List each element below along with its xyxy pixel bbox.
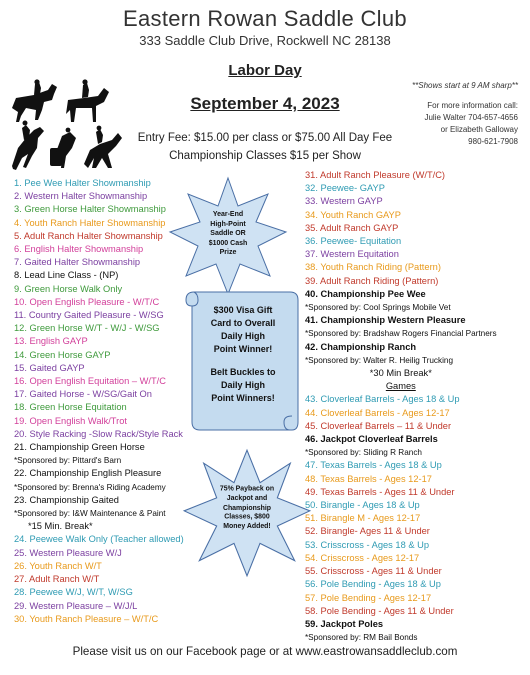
scroll-text-line: Point Winners! xyxy=(211,393,275,403)
class-item: 6. English Halter Showmanship xyxy=(14,244,144,255)
class-item: 5. Adult Ranch Halter Showmanship xyxy=(14,230,163,241)
scroll-text-line: Belt Buckles to xyxy=(210,367,276,377)
class-item: 40. Championship Pee Wee xyxy=(305,288,426,299)
star-text-line: Classes, $800 xyxy=(224,513,270,522)
footer-text: Please visit us on our Facebook page or at www.eastrowansaddleclub.com xyxy=(72,645,458,658)
class-item: 58. Pole Bending - Ages 11 & Under xyxy=(305,605,454,616)
star-text-line: $1000 Cash xyxy=(208,239,248,247)
star-text-line: Year-End xyxy=(212,211,244,218)
scroll-text-line: $300 Visa Gift xyxy=(213,305,273,315)
class-item: 29. Western Pleasure – W/J/L xyxy=(14,600,138,611)
class-item: 26. Youth Ranch W/T xyxy=(14,560,102,571)
class-item: 9. Green Horse Walk Only xyxy=(14,283,123,294)
class-list-left xyxy=(14,177,184,626)
gift-card-scroll xyxy=(180,284,302,434)
star-text-line: Jackpot and xyxy=(226,494,268,502)
class-item: 33. Western GAYP xyxy=(305,196,383,207)
event-date: September 4, 2023 xyxy=(190,94,340,113)
class-item: 2. Western Halter Showmanship xyxy=(14,191,148,202)
star-text-line: 75% Payback on xyxy=(219,484,275,493)
scroll-text-line: Daily High xyxy=(220,380,265,390)
class-item: 35. Adult Ranch GAYP xyxy=(305,222,399,233)
class-item: 47. Texas Barrels - Ages 18 & Up xyxy=(305,460,442,471)
sponsor-line: *Sponsored by: I&W Maintenance & Paint xyxy=(14,509,166,519)
scroll-text-line: Point Winner! xyxy=(213,344,273,354)
class-item: 52. Birangle- Ages 11 & Under xyxy=(305,526,430,537)
class-item: 11. Country Gaited Pleasure - W/SG xyxy=(14,310,164,321)
class-item: 38. Youth Ranch Riding (Pattern) xyxy=(305,262,441,273)
class-item: 48. Texas Barrels - Ages 12-17 xyxy=(305,473,432,484)
start-time-note: **Shows start at 9 AM sharp** xyxy=(412,81,518,90)
class-item: 24. Peewee Walk Only (Teacher allowed) xyxy=(14,534,184,545)
class-item: 19. Open English Walk/Trot xyxy=(14,415,127,426)
contact-line: Julie Walter 704-657-4656 xyxy=(424,113,518,122)
scroll-text-line: Card to Overall xyxy=(210,318,276,328)
class-item: 30. Youth Ranch Pleasure – W/T/C xyxy=(14,613,159,624)
class-item: 55. Crisscross - Ages 11 & Under xyxy=(305,566,442,577)
sponsor-line: *Sponsored by: Sliding R Ranch xyxy=(305,448,422,458)
class-item: 53. Crisscross - Ages 18 & Up xyxy=(305,539,430,550)
class-item: 42. Championship Ranch xyxy=(305,341,417,352)
class-item: 21. Championship Green Horse xyxy=(14,442,145,453)
star-text-line: Championship xyxy=(222,503,272,512)
class-item: 17. Gaited Horse - W/SG/Gait On xyxy=(14,389,152,400)
class-item: 4. Youth Ranch Halter Showmanship xyxy=(14,217,166,228)
class-item: 34. Youth Ranch GAYP xyxy=(305,209,401,220)
class-item: 31. Adult Ranch Pleasure (W/T/C) xyxy=(305,170,446,180)
scroll-text-line: Daily High xyxy=(220,331,265,341)
class-item: 13. English GAYP xyxy=(14,336,88,347)
class-item: 22. Championship English Pleasure xyxy=(14,468,162,479)
payback-star-badge xyxy=(182,448,312,578)
class-item: 59. Jackpot Poles xyxy=(305,618,384,629)
class-item: 10. Open English Pleasure - W/T/C xyxy=(14,296,160,307)
class-item: 28. Peewee W/J, W/T, W/SG xyxy=(14,587,133,598)
sponsor-line: *Sponsored by: Brenna's Riding Academy xyxy=(14,482,166,492)
class-item: 32. Peewee- GAYP xyxy=(305,183,385,194)
entry-fee xyxy=(0,129,530,165)
class-item: *15 Min. Break* xyxy=(28,521,93,532)
class-item: 56. Pole Bending - Ages 18 & Up xyxy=(305,579,441,590)
scroll-text-line xyxy=(196,356,290,366)
class-item: 25. Western Pleasure W/J xyxy=(14,547,122,558)
class-item: 3. Green Horse Halter Showmanship xyxy=(14,204,166,215)
class-item: 50. Birangle - Ages 18 & Up xyxy=(305,500,420,511)
class-item: 46. Jackpot Cloverleaf Barrels xyxy=(305,434,438,445)
sponsor-line: *Sponsored by: Bradshaw Rogers Financial Partners xyxy=(305,329,497,339)
star-text-line: Prize xyxy=(219,249,237,256)
class-item: 23. Championship Gaited xyxy=(14,494,119,505)
class-item: 1. Pee Wee Halter Showmanship xyxy=(14,178,151,188)
class-item: 54. Crisscross - Ages 12-17 xyxy=(305,552,420,563)
event-name: Labor Day xyxy=(228,62,302,79)
sponsor-line: *Sponsored by: Cool Springs Mobile Vet xyxy=(305,303,451,313)
sponsor-line: *Sponsored by: Pittard's Barn xyxy=(14,456,122,466)
class-item: 41. Championship Western Pleasure xyxy=(305,315,466,326)
sponsor-line: *Sponsored by: Walter R. Heilig Trucking xyxy=(305,355,454,365)
star-text-line: High-Point xyxy=(210,220,246,228)
star-text-line: Saddle OR xyxy=(210,230,246,237)
class-item: 14. Green Horse GAYP xyxy=(14,349,111,360)
star-text-line: Money Added! xyxy=(223,522,271,531)
class-item: 36. Peewee- Equitation xyxy=(305,236,402,247)
contact-line: or Elizabeth Galloway xyxy=(440,125,518,134)
class-item: 12. Green Horse W/T - W/J - W/SG xyxy=(14,323,160,334)
contact-line: For more information call: xyxy=(427,101,518,110)
class-item: 15. Gaited GAYP xyxy=(14,362,85,373)
class-item: Games xyxy=(385,381,416,392)
class-item: 49. Texas Barrels - Ages 11 & Under xyxy=(305,486,455,497)
club-title: Eastern Rowan Saddle Club xyxy=(123,6,407,31)
class-item: 16. Open English Equitation – W/T/C xyxy=(14,376,166,387)
class-item: 20. Style Racking -Slow Rack/Style Rack xyxy=(14,428,183,439)
class-item: 27. Adult Ranch W/T xyxy=(14,574,100,585)
sponsor-line: *Sponsored by: RM Bail Bonds xyxy=(305,633,418,643)
class-item: 37. Western Equitation xyxy=(305,249,399,260)
club-address: 333 Saddle Club Drive, Rockwell NC 28138 xyxy=(139,33,391,48)
class-list-right xyxy=(305,169,497,644)
class-item: *30 Min Break* xyxy=(369,368,432,379)
class-item: 43. Cloverleaf Barrels - Ages 18 & Up xyxy=(305,394,460,405)
class-item: 44. Cloverleaf Barrels - Ages 12-17 xyxy=(305,407,450,418)
class-item: 7. Gaited Halter Showmanship xyxy=(14,257,141,268)
fee-line: Entry Fee: $15.00 per class or $75.00 All Day Fee xyxy=(137,132,393,144)
class-item: 51. Birangle M - Ages 12-17 xyxy=(305,513,421,524)
class-item: 39. Adult Ranch Riding (Pattern) xyxy=(305,275,439,286)
class-item: 18. Green Horse Equitation xyxy=(14,402,127,413)
class-item: 57. Pole Bending - Ages 12-17 xyxy=(305,592,432,603)
fee-line: Championship Classes $15 per Show xyxy=(169,150,361,162)
class-item: 45. Cloverleaf Barrels – 11 & Under xyxy=(305,420,452,431)
prize-star-badge xyxy=(168,176,288,296)
class-item: 8. Lead Line Class - (NP) xyxy=(14,270,119,281)
contact-line: 980-621-7908 xyxy=(468,137,518,146)
